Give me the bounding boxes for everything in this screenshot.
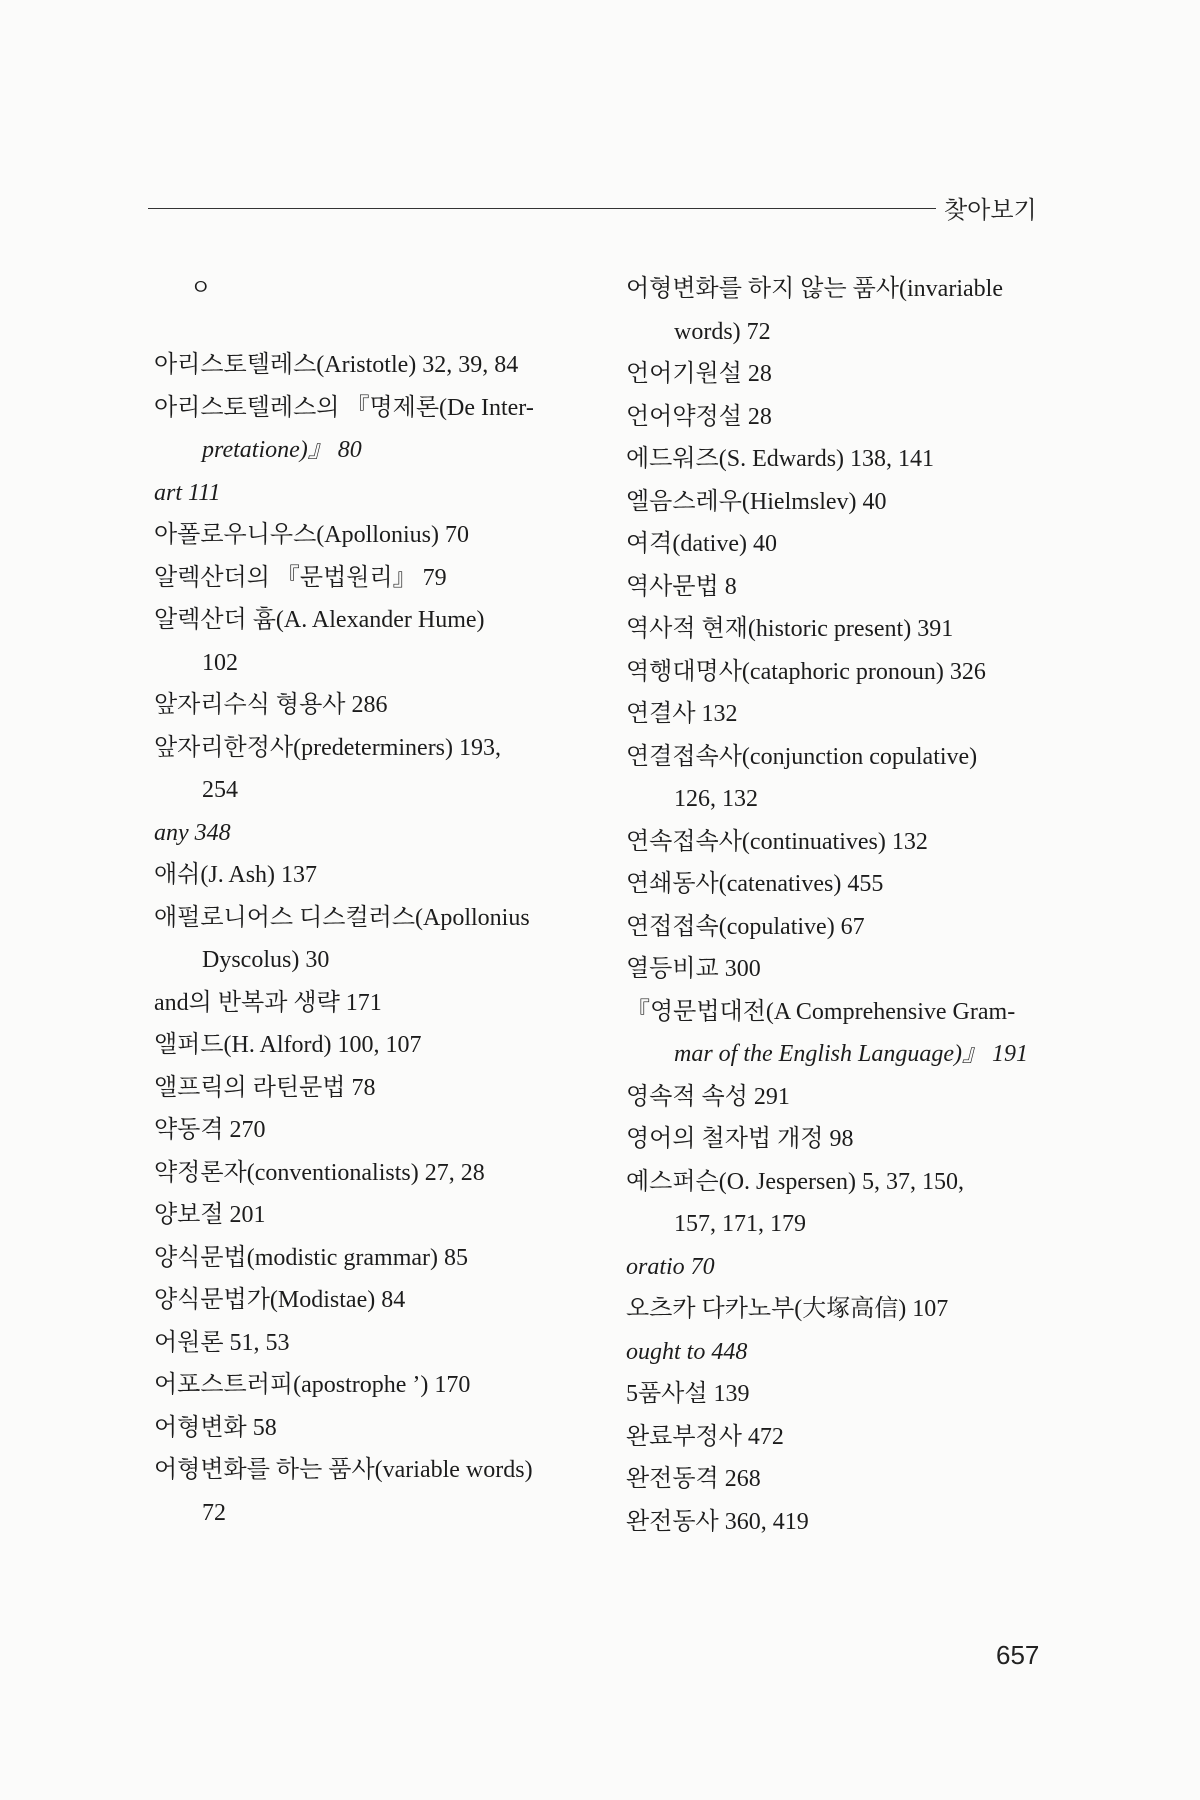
index-entry-line: ought to 448 — [626, 1338, 748, 1365]
index-entry-line: Dyscolus) 30 — [202, 947, 330, 973]
index-entry-line: 앞자리한정사(predeterminers) 193, — [154, 734, 502, 761]
index-entry-line: 언어약정설 28 — [626, 403, 772, 430]
index-entry-line: mar of the English Language)』 191 — [674, 1041, 1028, 1067]
index-entry-line: 72 — [202, 1499, 226, 1526]
index-entry-line: 연접접속(copulative) 67 — [626, 913, 865, 940]
index-entry-line: 역사문법 8 — [626, 573, 737, 600]
index-entry-line: any 348 — [154, 819, 231, 846]
index-entry-line: 완전동사 360, 419 — [626, 1508, 809, 1535]
index-entry-line: 양보절 201 — [154, 1202, 266, 1228]
index-entry-line: 앨퍼드(H. Alford) 100, 107 — [154, 1032, 422, 1058]
index-entry-line: 양식문법가(Modistae) 84 — [154, 1287, 406, 1313]
index-entry-line: 연쇄동사(catenatives) 455 — [626, 871, 884, 897]
index-entry-line: 애펄로니어스 디스컬러스(Apollonius — [154, 904, 530, 931]
index-column-left — [154, 268, 594, 1534]
index-entry-line: 어포스트러피(apostrophe ’) 170 — [154, 1372, 471, 1398]
index-entry-line: words) 72 — [674, 318, 771, 345]
index-entry-line: 알렉산더의 『문법원리』 79 — [154, 564, 447, 591]
index-entry-line: 열등비교 300 — [626, 956, 761, 982]
index-entry-line: 완전동격 268 — [626, 1466, 761, 1492]
index-entries-right — [626, 268, 1066, 1543]
index-entry-line: 어형변화를 하지 않는 품사(invariable — [626, 276, 1003, 302]
index-entry-line: 아폴로우니우스(Apollonius) 70 — [154, 522, 469, 548]
index-entry-line: 여격(dative) 40 — [626, 531, 777, 557]
index-entry-line: oratio 70 — [626, 1253, 715, 1280]
index-entry-line: 5품사설 139 — [626, 1381, 750, 1407]
index-entry-line: 영속적 속성 291 — [626, 1083, 790, 1110]
index-entry-line: 앨프릭의 라틴문법 78 — [154, 1074, 376, 1101]
index-entry-line: 연속접속사(continuatives) 132 — [626, 828, 928, 855]
header-rule — [148, 208, 936, 209]
index-entry-line: 연결사 132 — [626, 701, 738, 727]
index-entry-line: 126, 132 — [674, 786, 758, 812]
index-entry-line: 양식문법(modistic grammar) 85 — [154, 1244, 469, 1271]
index-entry-line: 254 — [202, 777, 238, 803]
index-entry-line: 애쉬(J. Ash) 137 — [154, 862, 318, 888]
index-entry-line: pretatione)』 80 — [202, 437, 362, 463]
index-entries-left — [154, 344, 594, 1534]
index-entry-line: 역행대명사(cataphoric pronoun) 326 — [626, 658, 986, 685]
index-entry-line: 연결접속사(conjunction copulative) — [626, 743, 978, 770]
index-entry-line: 예스퍼슨(O. Jespersen) 5, 37, 150, — [626, 1168, 965, 1195]
section-gap — [154, 310, 594, 344]
index-entry-line: 영어의 철자법 개정 98 — [626, 1126, 854, 1152]
index-entry-line: 102 — [202, 649, 238, 676]
index-entry-line: 완료부정사 472 — [626, 1423, 784, 1450]
index-entry-line: 약동격 270 — [154, 1117, 266, 1143]
index-entry-line: 언어기원설 28 — [626, 361, 772, 387]
index-entry-line: 앞자리수식 형용사 286 — [154, 692, 388, 718]
index-entry-line: 157, 171, 179 — [674, 1211, 806, 1237]
index-entry-line: 어원론 51, 53 — [154, 1329, 290, 1356]
index-entry-line: 아리스토텔레스(Aristotle) 32, 39, 84 — [154, 352, 519, 378]
index-entry-line: 아리스토텔레스의 『명제론(De Inter- — [154, 394, 534, 421]
index-entry-line: 에드워즈(S. Edwards) 138, 141 — [626, 446, 935, 472]
index-entry-line: 어형변화 58 — [154, 1414, 277, 1441]
index-entry-line: and의 반복과 생략 171 — [154, 989, 382, 1016]
index-entry-line: 약정론자(conventionalists) 27, 28 — [154, 1159, 485, 1186]
index-entry-line: 『영문법대전(A Comprehensive Gram- — [626, 998, 1016, 1025]
index-entry-line: 어형변화를 하는 품사(variable words) — [154, 1457, 533, 1483]
index-entry-line: art 111 — [154, 479, 221, 506]
page-number: 657 — [996, 1640, 1040, 1670]
section-letter: ㅇ — [190, 276, 212, 301]
index-entry-line: 역사적 현재(historic present) 391 — [626, 616, 954, 642]
index-column-right — [626, 268, 1066, 1543]
index-entry-line: 엘음스레우(Hielmslev) 40 — [626, 488, 887, 515]
index-entry-line: 알렉산더 흄(A. Alexander Hume) — [154, 607, 485, 633]
index-entry-line: 오츠카 다카노부(大塚高信) 107 — [626, 1296, 949, 1322]
running-header: 찾아보기 — [944, 196, 1037, 224]
